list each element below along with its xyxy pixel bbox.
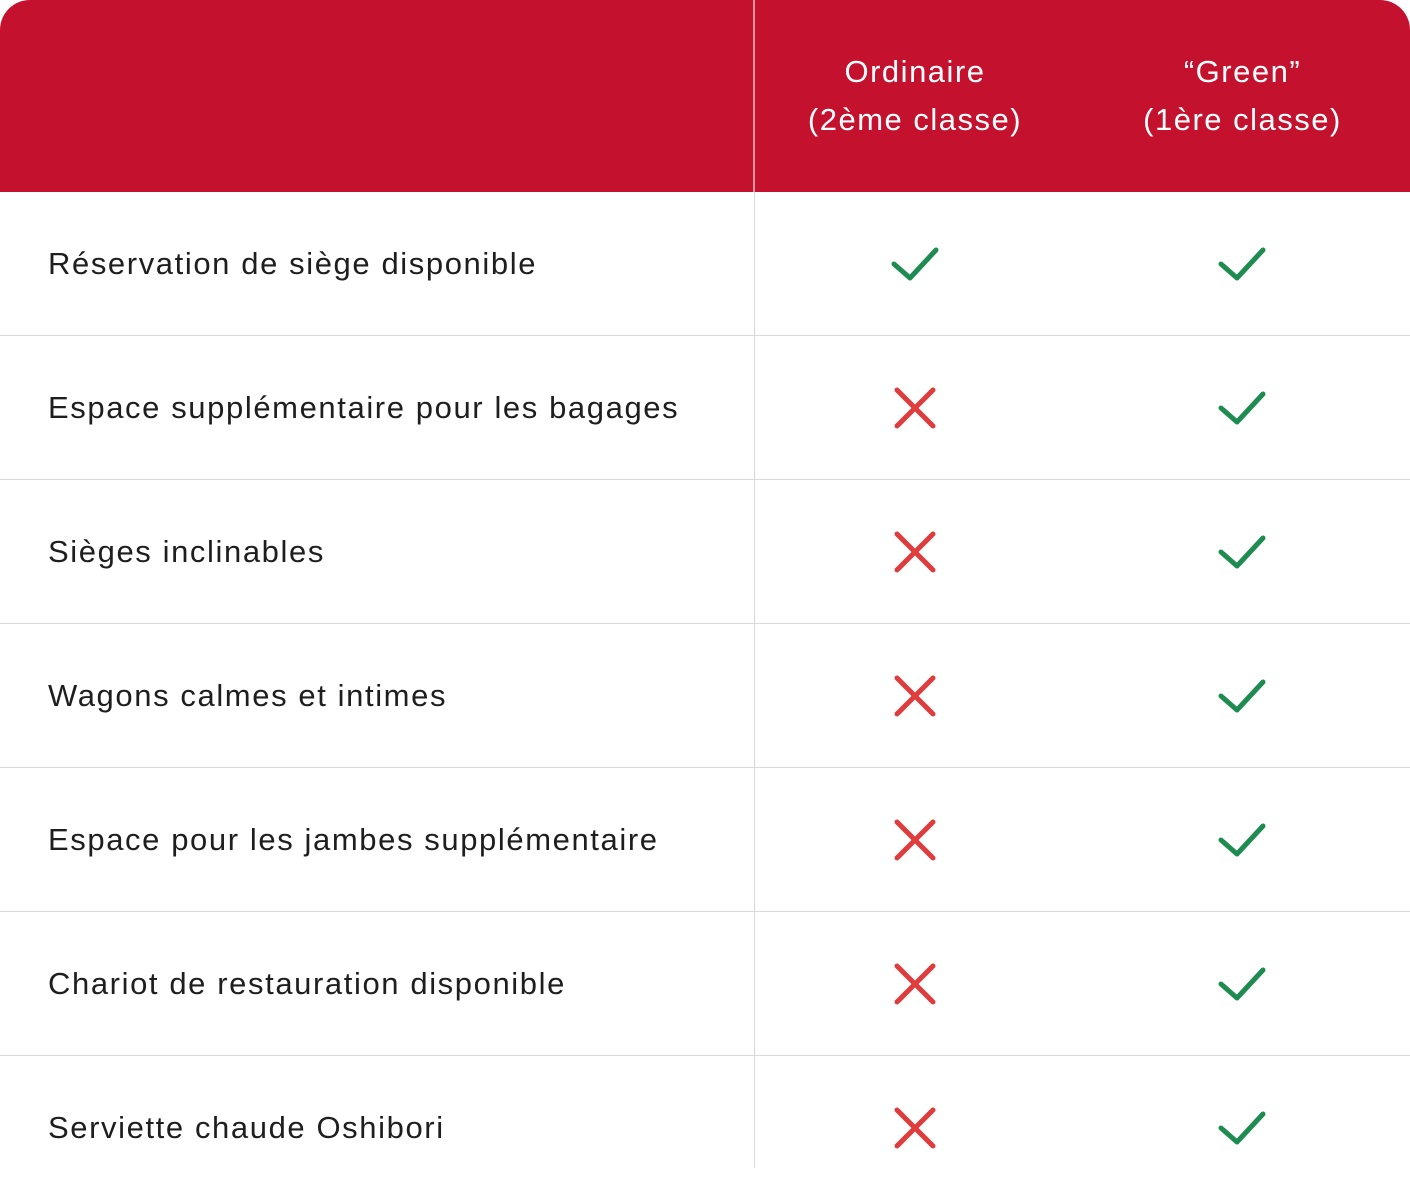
table-header <box>0 0 1410 192</box>
column-header-green-title: “Green” <box>1183 54 1302 89</box>
column-header-ordinaire <box>755 48 1075 144</box>
feature-label: Wagons calmes et intimes <box>48 678 448 713</box>
column-header-ordinaire-subtitle: (2ème classe) <box>807 102 1023 137</box>
table-row <box>0 336 1410 480</box>
feature-label: Réservation de siège disponible <box>48 246 538 281</box>
cross-icon <box>891 528 939 576</box>
cross-icon <box>891 960 939 1008</box>
check-icon <box>1218 528 1266 576</box>
check-icon <box>1218 960 1266 1008</box>
cross-icon <box>891 672 939 720</box>
check-icon <box>1218 672 1266 720</box>
check-icon <box>891 240 939 288</box>
check-icon <box>1218 240 1266 288</box>
column-header-ordinaire-title: Ordinaire <box>844 54 986 89</box>
table-row <box>0 912 1410 1056</box>
table-row <box>0 192 1410 336</box>
feature-label: Espace supplémentaire pour les bagages <box>48 390 680 425</box>
feature-label: Serviette chaude Oshibori <box>48 1110 445 1145</box>
feature-label: Espace pour les jambes supplémentaire <box>48 822 659 857</box>
column-header-green <box>1075 48 1410 144</box>
cross-icon <box>891 1104 939 1152</box>
check-icon <box>1218 384 1266 432</box>
table-row <box>0 1056 1410 1200</box>
check-icon <box>1218 1104 1266 1152</box>
cross-icon <box>891 384 939 432</box>
feature-label: Chariot de restauration disponible <box>48 966 566 1001</box>
table-row <box>0 480 1410 624</box>
table-row <box>0 624 1410 768</box>
cross-icon <box>891 816 939 864</box>
feature-label: Sièges inclinables <box>48 534 325 569</box>
table-row <box>0 768 1410 912</box>
check-icon <box>1218 816 1266 864</box>
column-header-green-subtitle: (1ère classe) <box>1143 102 1342 137</box>
